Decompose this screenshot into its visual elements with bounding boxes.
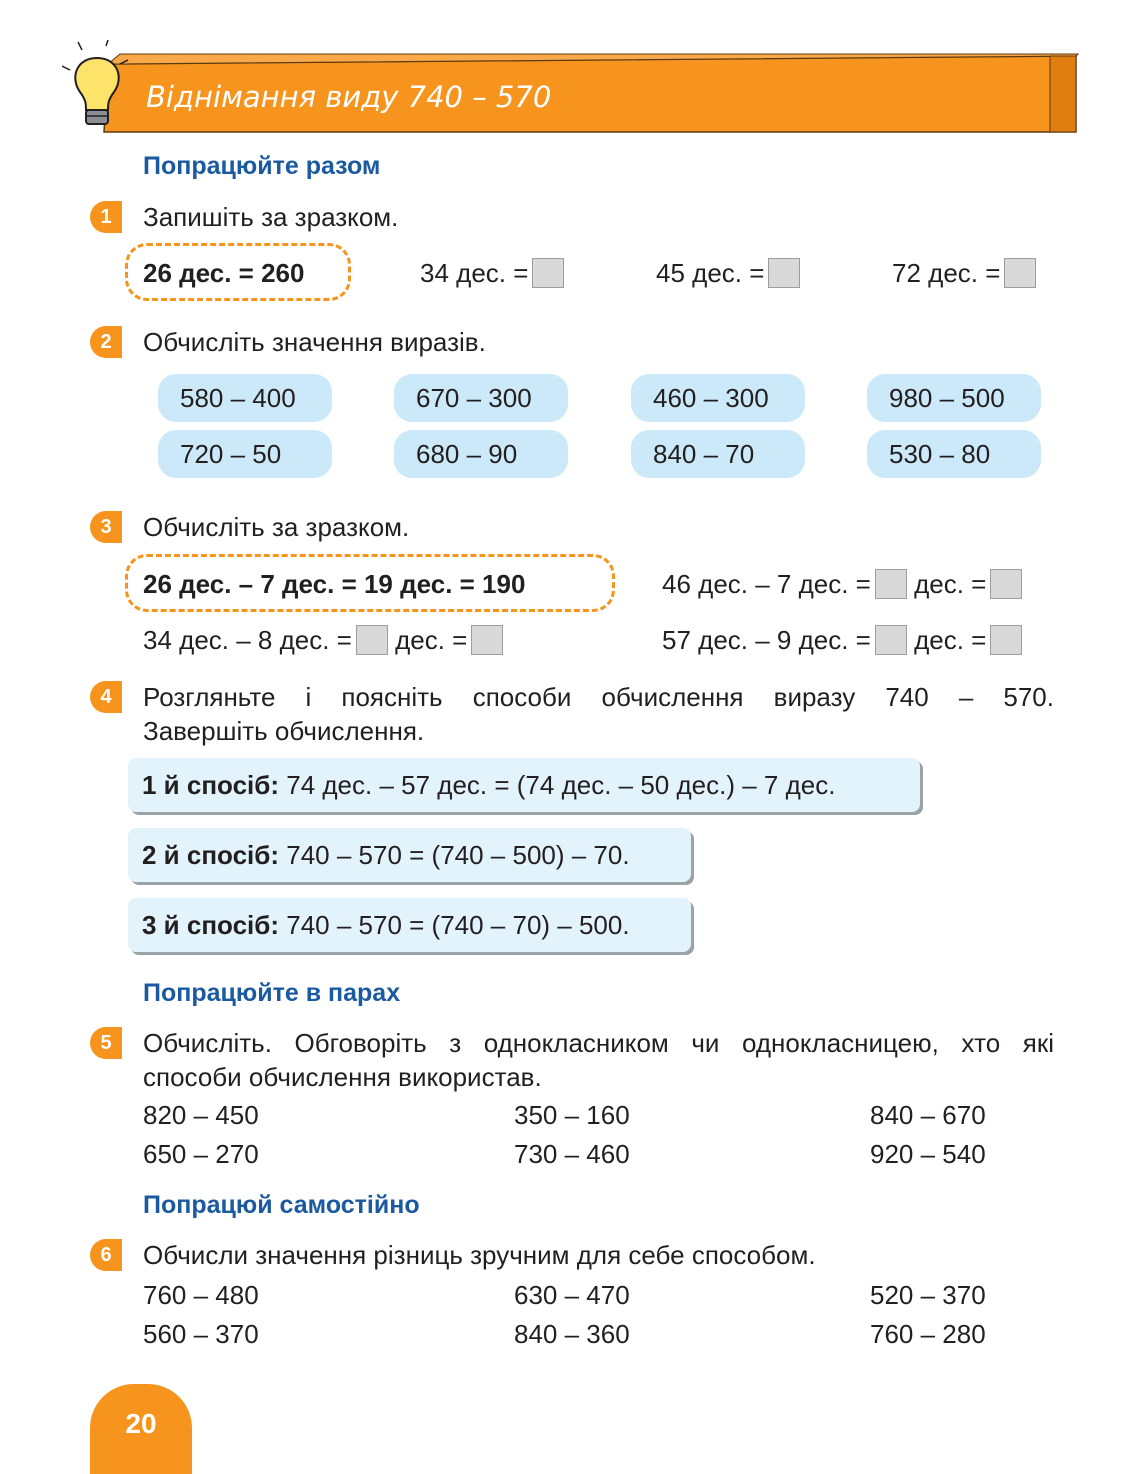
task-3-item-text: 57 дес. – 9 дес. =	[662, 625, 871, 655]
expression-pill: 530 – 80	[867, 430, 1041, 478]
method-card	[128, 828, 691, 882]
answer-box[interactable]	[471, 625, 503, 655]
answer-box[interactable]	[356, 625, 388, 655]
expression-pill: 580 – 400	[158, 374, 332, 422]
task-3-item-text: 34 дес. – 8 дес. =	[143, 625, 352, 655]
task-3-unit: дес. =	[395, 625, 468, 655]
expression-item: 630 – 470	[514, 1280, 630, 1310]
task-1-item-text: 72 дес. =	[892, 258, 1001, 288]
expression-item: 920 – 540	[870, 1139, 986, 1169]
method-card	[128, 898, 691, 952]
expression-item: 560 – 370	[143, 1319, 259, 1349]
expression-item: 350 – 160	[514, 1100, 630, 1130]
method-expression: 740 – 570 = (740 – 70) – 500.	[286, 910, 630, 940]
task-1-item	[420, 258, 564, 288]
section-heading-pairs: Попрацюйте в парах	[143, 979, 401, 1007]
method-expression: 740 – 570 = (740 – 500) – 70.	[286, 840, 630, 870]
answer-box[interactable]	[532, 258, 564, 288]
method-card	[128, 758, 920, 812]
expression-pill: 460 – 300	[631, 374, 805, 422]
section-heading-together: Попрацюйте разом	[143, 152, 381, 180]
task-number-badge: 4	[90, 681, 122, 713]
answer-box[interactable]	[875, 569, 907, 599]
method-label: 2 й спосіб:	[142, 840, 279, 870]
expression-item: 520 – 370	[870, 1280, 986, 1310]
task-1-item-text: 45 дес. =	[656, 258, 765, 288]
task-number-badge: 6	[90, 1239, 122, 1271]
task-5-instruction-line-2: способи обчислення використав.	[143, 1062, 542, 1092]
task-1-instruction: Запишіть за зразком.	[143, 202, 399, 232]
task-number-badge: 2	[90, 326, 122, 358]
task-number-badge: 5	[90, 1027, 122, 1059]
expression-pill: 720 – 50	[158, 430, 332, 478]
method-expression: 74 дес. – 57 дес. = (74 дес. – 50 дес.) – 7 дес.	[286, 770, 836, 800]
task-3-instruction: Обчисліть за зразком.	[143, 512, 410, 542]
expression-item: 650 – 270	[143, 1139, 259, 1169]
answer-box[interactable]	[990, 625, 1022, 655]
answer-box[interactable]	[875, 625, 907, 655]
method-label: 1 й спосіб:	[142, 770, 279, 800]
expression-pill: 980 – 500	[867, 374, 1041, 422]
answer-box[interactable]	[990, 569, 1022, 599]
task-4-instruction-line-2: Завершіть обчислення.	[143, 716, 425, 746]
method-label: 3 й спосіб:	[142, 910, 279, 940]
task-4-instruction-line-1: Розгляньте і поясніть способи обчислення виразу 740 – 570.	[143, 682, 1054, 712]
lightbulb-icon	[62, 40, 132, 132]
task-3-example: 26 дес. – 7 дес. = 19 дес. = 190	[143, 569, 526, 599]
task-3-item-text: 46 дес. – 7 дес. =	[662, 569, 871, 599]
task-3-item	[662, 625, 1022, 655]
expression-item: 730 – 460	[514, 1139, 630, 1169]
task-3-item	[143, 625, 503, 655]
task-6-instruction: Обчисли значення різниць зручним для себе способом.	[143, 1240, 816, 1270]
task-number-badge: 3	[90, 511, 122, 543]
expression-pill: 840 – 70	[631, 430, 805, 478]
task-1-item-text: 34 дес. =	[420, 258, 529, 288]
expression-pill: 670 – 300	[394, 374, 568, 422]
answer-box[interactable]	[768, 258, 800, 288]
task-3-item	[662, 569, 1022, 599]
expression-item: 840 – 360	[514, 1319, 630, 1349]
expression-item: 840 – 670	[870, 1100, 986, 1130]
answer-box[interactable]	[1004, 258, 1036, 288]
task-1-example: 26 дес. = 260	[143, 258, 305, 288]
expression-item: 760 – 480	[143, 1280, 259, 1310]
page-number: 20	[125, 1408, 157, 1439]
task-1-item	[892, 258, 1036, 288]
expression-item: 820 – 450	[143, 1100, 259, 1130]
expression-item: 760 – 280	[870, 1319, 986, 1349]
section-heading-alone: Попрацюй самостійно	[143, 1191, 420, 1219]
task-5-instruction-line-1: Обчисліть. Обговоріть з однокласником чи однокласницею, хто які	[143, 1028, 1054, 1058]
task-1-item	[656, 258, 800, 288]
expression-pill: 680 – 90	[394, 430, 568, 478]
task-3-unit: дес. =	[914, 625, 987, 655]
task-number-badge: 1	[90, 201, 122, 233]
page-title: Віднімання виду 740 – 570	[146, 80, 552, 114]
task-2-instruction: Обчисліть значення виразів.	[143, 327, 486, 357]
task-3-unit: дес. =	[914, 569, 987, 599]
